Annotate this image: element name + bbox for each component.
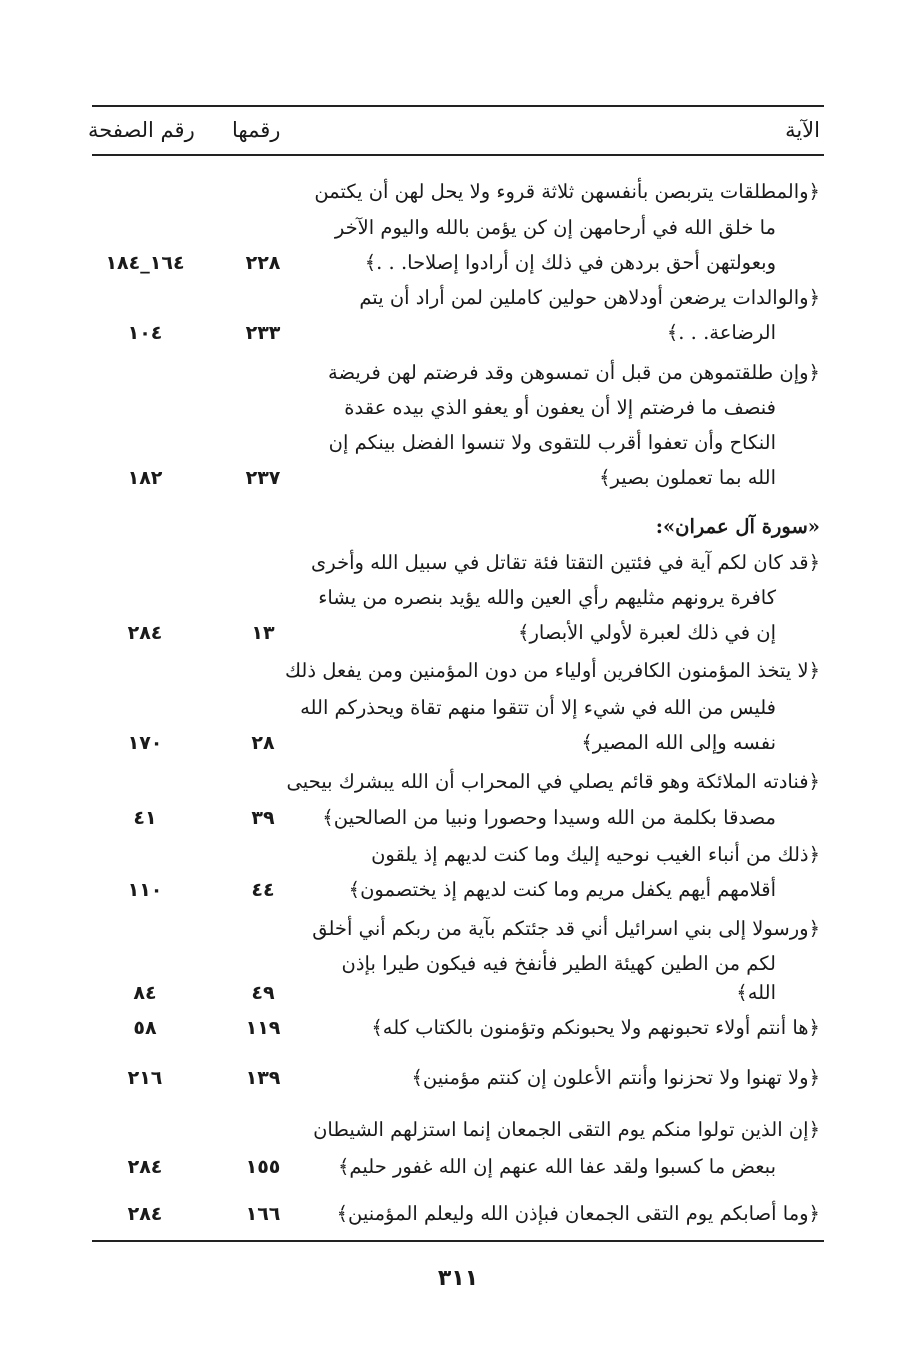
verse-line: الرضاعة. . .﴾ [666, 321, 776, 344]
page-ref: ٤١ [133, 807, 157, 829]
verse-line: وبعولتهن أحق بردهن في ذلك إن أرادوا إصلاحا. . .﴾ [364, 251, 776, 274]
verse-line: مصدقا بكلمة من الله وسيدا وحصورا ونبيا من الصالحين﴾ [322, 806, 776, 829]
verse-line: ﴿ذلك من أنباء الغيب نوحيه إليك وما كنت لديهم إذ يلقون [371, 843, 820, 866]
page-ref: ١٦٤_١٨٤ [105, 252, 185, 274]
page-ref: ٥٨ [133, 1017, 157, 1039]
verse-line: النكاح وأن تعفوا أقرب للتقوى ولا تنسوا الفضل بينكم إن [328, 431, 776, 454]
verse-line: فليس من الله في شيء إلا أن تتقوا منهم تقاة ويحذركم الله [300, 696, 776, 719]
header-verse-number: رقمها [232, 118, 281, 142]
verse-line: فنصف ما فرضتم إلا أن يعفون أو يعفو الذي بيده عقدة [344, 396, 776, 419]
verse-number: ٣٩ [251, 807, 275, 829]
verse-number: ١٣٩ [245, 1067, 281, 1089]
verse-line: ﴿لا يتخذ المؤمنون الكافرين أولياء من دون المؤمنين ومن يفعل ذلك [285, 659, 820, 682]
verse-number: ٢٨ [251, 732, 275, 754]
verse-number: ٤٤ [251, 879, 275, 901]
page-ref: ١٠٤ [127, 322, 163, 344]
verse-line: ﴿فنادته الملائكة وهو قائم يصلي في المحراب أن الله يبشرك بيحيى [286, 770, 820, 793]
verse-number: ١١٩ [245, 1017, 281, 1039]
verse-line: أقلامهم أيهم يكفل مريم وما كنت لديهم إذ يختصمون﴾ [348, 878, 776, 901]
verse-line: ببعض ما كسبوا ولقد عفا الله عنهم إن الله غفور حليم﴾ [337, 1155, 776, 1178]
section-title: «سورة آل عمران»: [655, 515, 820, 538]
page-ref: ١٧٠ [127, 732, 163, 754]
top-rule [92, 105, 824, 107]
verse-line: ﴿والوالدات يرضعن أودلاهن حولين كاملين لمن أراد أن يتم [359, 286, 820, 309]
header-rule [92, 154, 824, 156]
verse-number: ٢٢٨ [245, 252, 281, 274]
bottom-rule [92, 1240, 824, 1242]
verse-line: كافرة يرونهم مثليهم رأي العين والله يؤيد بنصره من يشاء [318, 586, 776, 609]
verse-line: ﴿ها أنتم أولاء تحبونهم ولا يحبونكم وتؤمنون بالكتاب كله﴾ [371, 1016, 820, 1039]
verse-line: نفسه وإلى الله المصير﴾ [581, 731, 776, 754]
verse-line: الله بما تعملون بصير﴾ [599, 466, 776, 489]
verse-line: ﴿إن الذين تولوا منكم يوم التقى الجمعان إنما استزلهم الشيطان [313, 1118, 820, 1141]
verse-line: ما خلق الله في أرحامهن إن كن يؤمن بالله واليوم الآخر [334, 216, 776, 239]
verse-line: ﴿وإن طلقتموهن من قبل أن تمسوهن وقد فرضتم لهن فريضة [328, 361, 820, 384]
verse-number: ٤٩ [251, 982, 275, 1004]
page-ref: ٢١٦ [127, 1067, 163, 1089]
verse-line: لكم من الطين كهيئة الطير فأنفخ فيه فيكون طيرا بإذن [341, 952, 776, 975]
verse-line: ﴿والمطلقات يتربصن بأنفسهن ثلاثة قروء ولا يحل لهن أن يكتمن [314, 180, 820, 203]
verse-number: ١٥٥ [245, 1156, 281, 1178]
header-page-number: رقم الصفحة [88, 118, 195, 142]
header-verse: الآية [785, 118, 820, 142]
verse-line: ﴿قد كان لكم آية في فئتين التقتا فئة تقاتل في سبيل الله وأخرى [311, 551, 820, 574]
page-ref: ٢٨٤ [127, 1203, 163, 1225]
page-ref: ٢٨٤ [127, 622, 163, 644]
page-ref: ٨٤ [133, 982, 157, 1004]
page-number: ٣١١ [437, 1266, 479, 1291]
verse-line: ﴿وما أصابكم يوم التقى الجمعان فبإذن الله وليعلم المؤمنين﴾ [336, 1202, 820, 1225]
page-ref: ٢٨٤ [127, 1156, 163, 1178]
verse-line: الله﴾ [736, 981, 776, 1004]
page-ref: ١١٠ [127, 879, 163, 901]
verse-number: ١٣ [251, 622, 275, 644]
verse-number: ١٦٦ [245, 1203, 281, 1225]
verse-number: ٢٣٧ [245, 467, 281, 489]
verse-line: ﴿ولا تهنوا ولا تحزنوا وأنتم الأعلون إن كنتم مؤمنين﴾ [411, 1066, 820, 1089]
page-ref: ١٨٢ [127, 467, 163, 489]
verse-line: ﴿ورسولا إلى بني اسرائيل أني قد جئتكم بآية من ربكم أني أخلق [312, 917, 820, 940]
verse-number: ٢٣٣ [245, 322, 281, 344]
verse-line: إن في ذلك لعبرة لأولي الأبصار﴾ [518, 621, 776, 644]
